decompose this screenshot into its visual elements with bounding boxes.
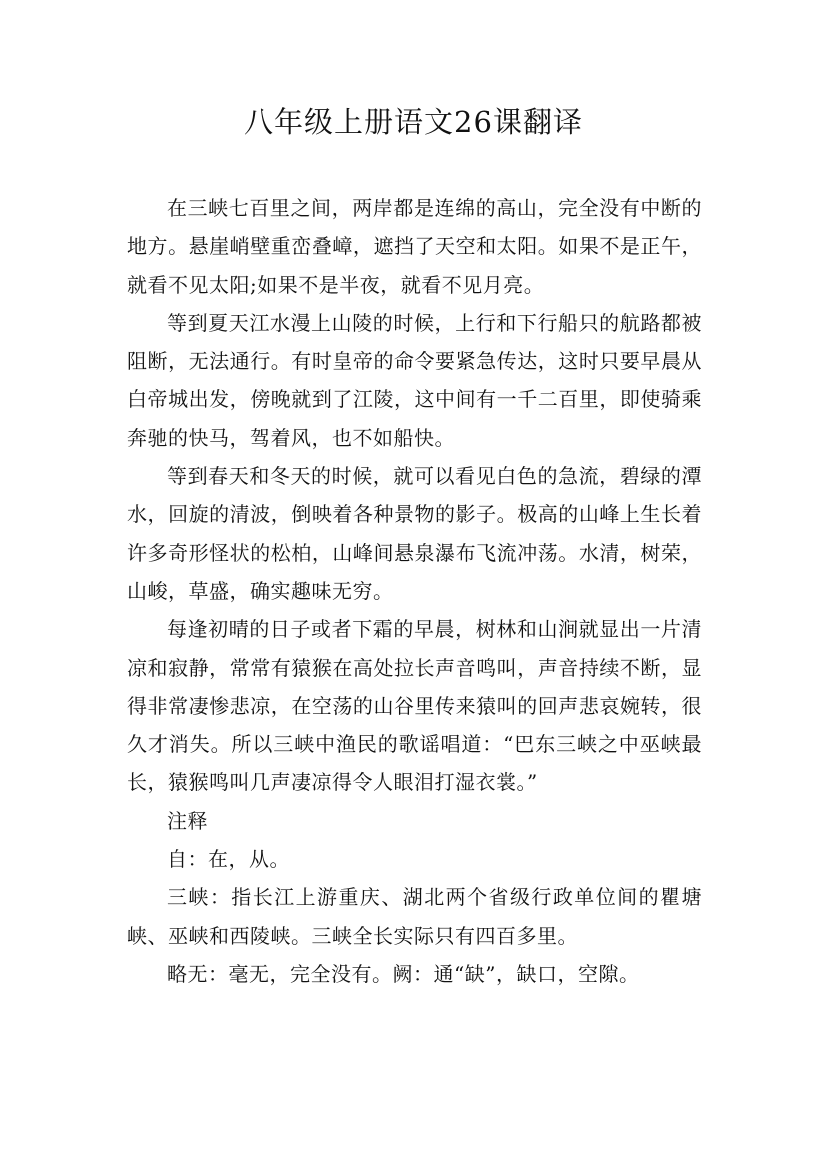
paragraph-1: 在三峡七百里之间，两岸都是连绵的高山，完全没有中断的地方。悬崖峭壁重峦叠嶂，遮挡了天空和太阳。如果不是正午，就看不见太阳;如果不是半夜，就看不见月亮。 (127, 196, 702, 297)
document-body (127, 189, 702, 993)
note-lvewu: 略无：毫无，完全没有。阙：通“缺”，缺口，空隙。 (167, 961, 640, 986)
paragraph-4: 每逢初晴的日子或者下霜的早晨，树林和山涧就显出一片清凉和寂静，常常有猿猴在高处拉长声音鸣叫，声音持续不断，显得非常凄惨悲凉，在空荡的山谷里传来猿叫的回声悲哀婉转，很久才消失。所以三峡中渔民的歌谣唱道：“巴东三峡之中巫峡最长，猿猴鸣叫几声凄凉得令人眼泪打湿衣裳。” (127, 617, 702, 795)
note-zi: 自：在，从。 (167, 847, 290, 872)
notes-heading: 注释 (167, 808, 208, 833)
page-title: 八年级上册语文26课翻译 (244, 105, 583, 139)
paragraph-3: 等到春天和冬天的时候，就可以看见白色的急流，碧绿的潭水，回旋的清波，倒映着各种景物的影子。极高的山峰上生长着许多奇形怪状的松柏，山峰间悬泉瀑布飞流冲荡。水清，树荣，山峻，草盛，确实趣味无穷。 (127, 464, 702, 603)
note-sanxia: 三峡：指长江上游重庆、湖北两个省级行政单位间的瞿塘峡、巫峡和西陵峡。三峡全长实际只有四百多里。 (127, 885, 702, 948)
paragraph-2: 等到夏天江水漫上山陵的时候，上行和下行船只的航路都被阻断，无法通行。有时皇帝的命令要紧急传达，这时只要早晨从白帝城出发，傍晚就到了江陵，这中间有一千二百里，即使骑乘奔驰的快马，驾着风，也不如船快。 (127, 310, 702, 450)
